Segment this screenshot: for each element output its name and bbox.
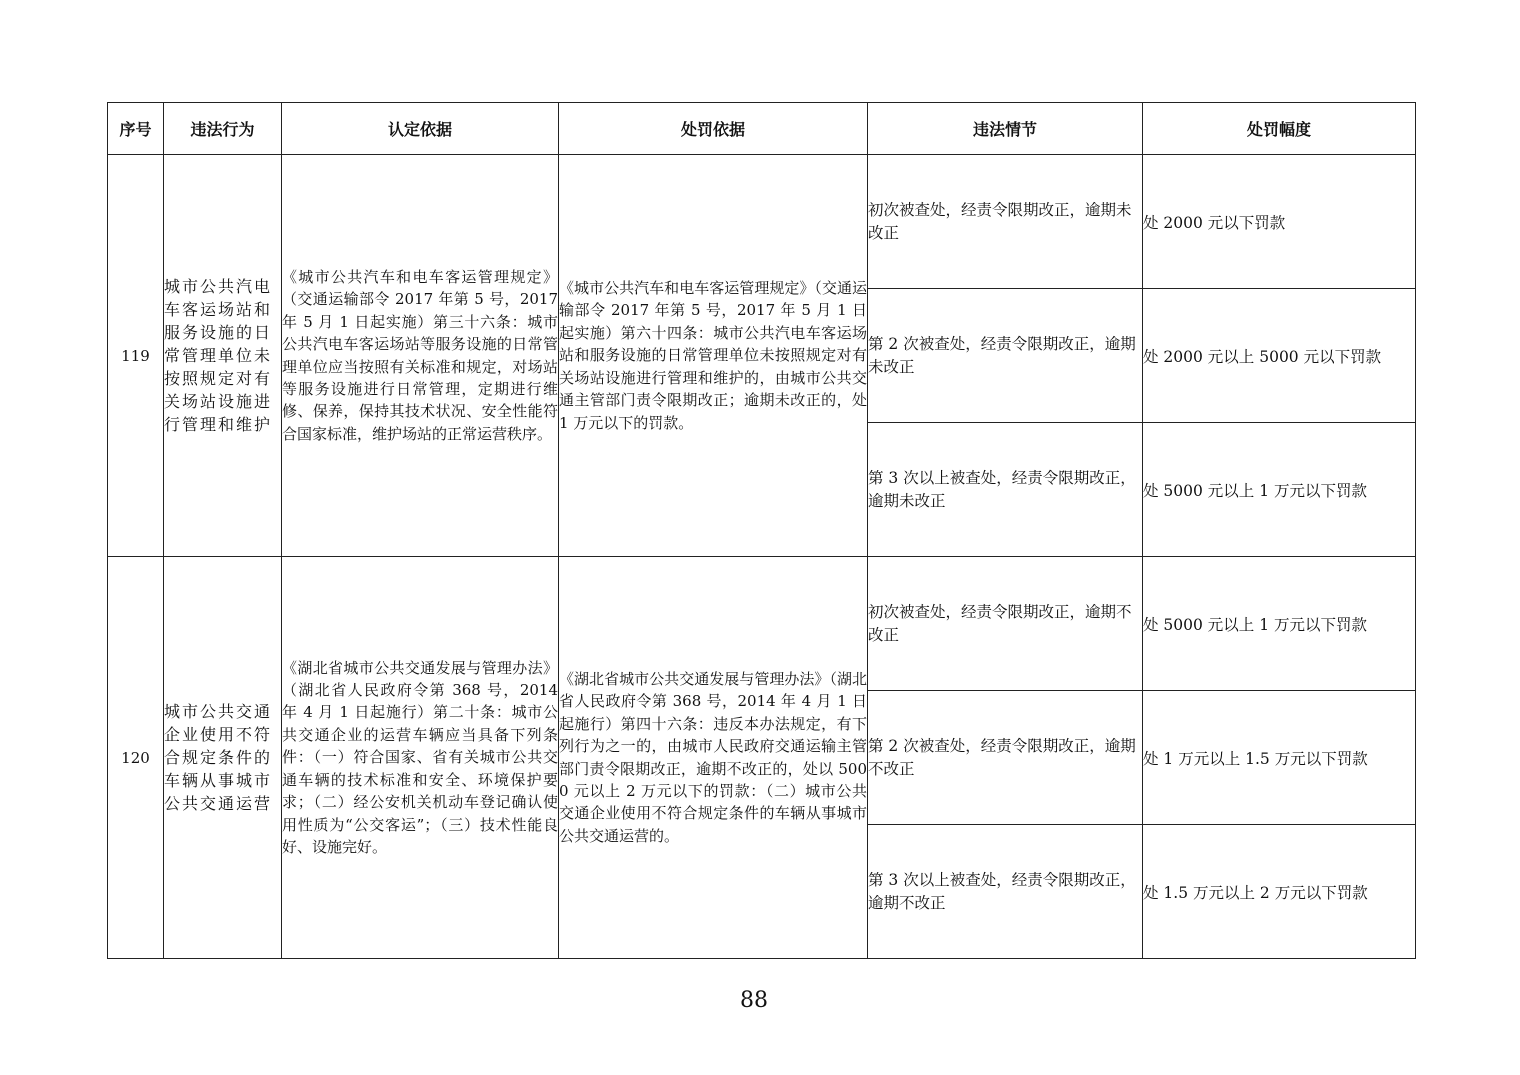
row-number: 119 [108,155,164,557]
identification-basis: 《城市公共汽车和电车客运管理规定》（交通运输部令 2017 年第 5 号，2017 年 5 月 1 日起实施）第三十六条：城市公共汽电车客运场站等服务设施的日常管理单位应当按照有关标准和规定，对场站等服务设施进行日常管理，定期进行维修、保养，保持其技术状况、安全性能符合国家标准，维护场站的正常运营秩序。 [282,155,559,557]
penalty-range: 处 5000 元以上 1 万元以下罚款 [1143,557,1416,691]
penalty-range: 处 2000 元以上 5000 元以下罚款 [1143,289,1416,423]
penalty-range: 处 2000 元以下罚款 [1143,155,1416,289]
penalty-range: 处 1 万元以上 1.5 万元以下罚款 [1143,691,1416,825]
header-number: 序号 [108,103,164,155]
circumstance: 第 3 次以上被查处，经责令限期改正，逾期不改正 [868,825,1143,959]
circumstance: 初次被查处，经责令限期改正，逾期不改正 [868,557,1143,691]
page-number: 88 [740,988,768,1013]
row-number: 120 [108,557,164,959]
penalty-range: 处 1.5 万元以上 2 万元以下罚款 [1143,825,1416,959]
table-row [108,557,1416,691]
header-identification-basis: 认定依据 [282,103,559,155]
table-row [108,155,1416,289]
penalty-basis: 《湖北省城市公共交通发展与管理办法》（湖北省人民政府令第 368 号，2014 年 4 月 1 日起施行）第四十六条：违反本办法规定，有下列行为之一的，由城市人民政府交通运输主管部门责令限期改正，逾期不改正的，处以 5000 元以上 2 万元以下的罚款：（二）城市公共交通企业使用不符合规定条件的车辆从事城市公共交通运营的。 [559,557,868,959]
header-circumstance: 违法情节 [868,103,1143,155]
header-violation: 违法行为 [164,103,282,155]
circumstance: 第 2 次被查处，经责令限期改正，逾期未改正 [868,289,1143,423]
penalty-range: 处 5000 元以上 1 万元以下罚款 [1143,423,1416,557]
header-row [108,103,1416,155]
violation-act: 城市公共交通企业使用不符合规定条件的车辆从事城市公共交通运营 [164,557,282,959]
header-penalty-basis: 处罚依据 [559,103,868,155]
circumstance: 第 3 次以上被查处，经责令限期改正，逾期未改正 [868,423,1143,557]
circumstance: 第 2 次被查处，经责令限期改正，逾期不改正 [868,691,1143,825]
identification-basis: 《湖北省城市公共交通发展与管理办法》（湖北省人民政府令第 368 号，2014 年 4 月 1 日起施行）第二十条：城市公共交通企业的运营车辆应当具备下列条件：（一）符合国家、省有关城市公共交通车辆的技术标准和安全、环境保护要求；（二）经公安机关机动车登记确认使用性质为“公交客运”；（三）技术性能良好、设施完好。 [282,557,559,959]
header-penalty-range: 处罚幅度 [1143,103,1416,155]
penalty-standard-table [107,102,1416,959]
penalty-basis: 《城市公共汽车和电车客运管理规定》（交通运输部令 2017 年第 5 号，2017 年 5 月 1 日起实施）第六十四条：城市公共汽电车客运场站和服务设施的日常管理单位未按照规定对有关场站设施进行管理和维护的，由城市公共交通主管部门责令限期改正；逾期未改正的，处 1 万元以下的罚款。 [559,155,868,557]
circumstance: 初次被查处，经责令限期改正，逾期未改正 [868,155,1143,289]
violation-act: 城市公共汽电车客运场站和服务设施的日常管理单位未按照规定对有关场站设施进行管理和维护 [164,155,282,557]
